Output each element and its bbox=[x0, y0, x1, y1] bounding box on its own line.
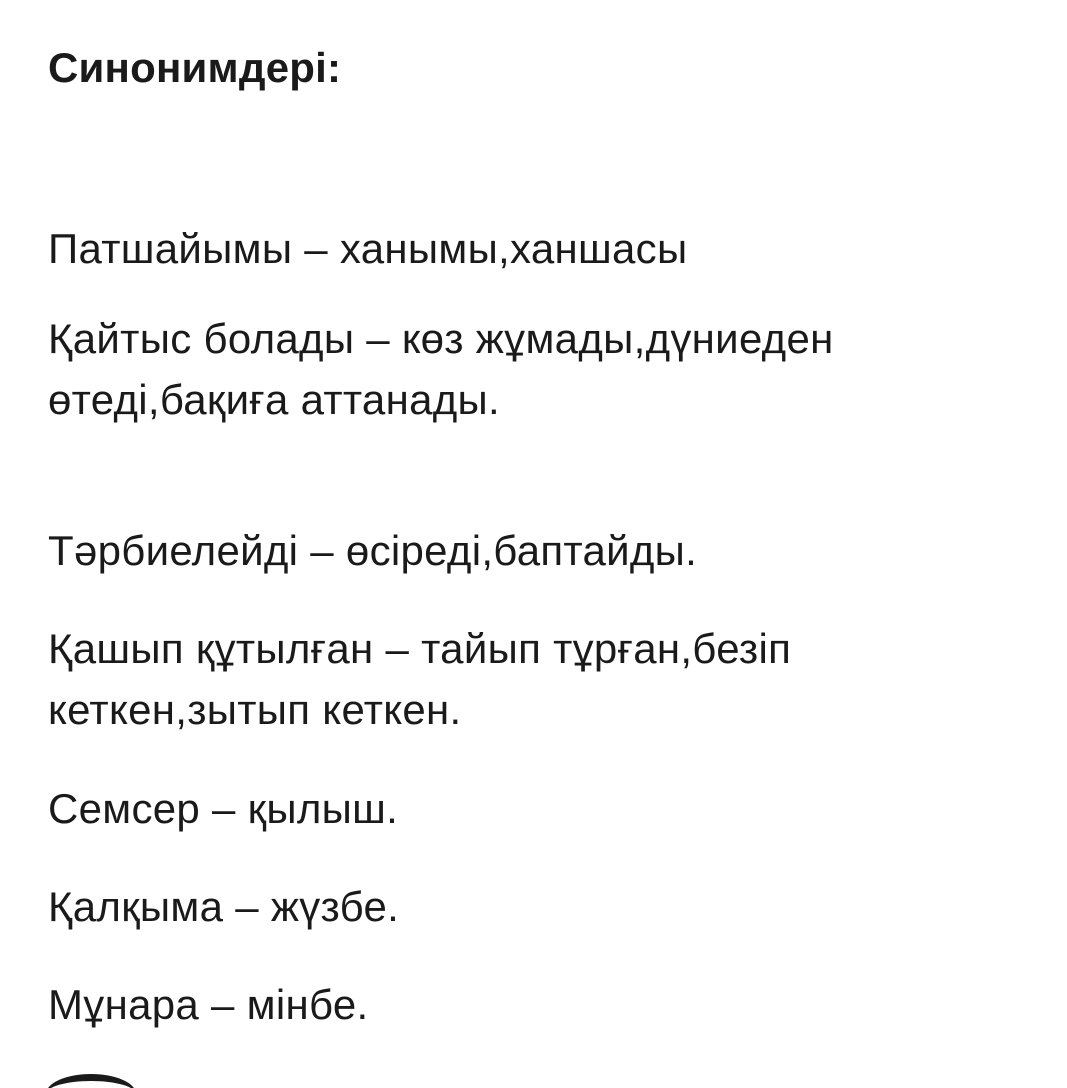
synonym-entry: Патшайымы – ханымы,ханшасы bbox=[48, 225, 688, 272]
synonym-entry: Қайтыс болады – көз жұмады,дүниеден өтеді,бақиға аттанады. bbox=[48, 315, 834, 423]
synonym-entry: Семсер – қылыш. bbox=[48, 785, 399, 832]
cut-off-glyph bbox=[46, 1074, 136, 1088]
synonym-entry: Қашып құтылған – тайып тұрған,безіп кеткен,зытып кеткен. bbox=[48, 625, 792, 733]
synonym-entry: Тәрбиелейді – өсіреді,баптайды. bbox=[48, 527, 698, 574]
heading-synonyms: Синонимдері: bbox=[48, 44, 342, 91]
synonym-entry: Қалқыма – жүзбе. bbox=[48, 883, 400, 930]
synonym-entry: Мұнара – мінбе. bbox=[48, 981, 369, 1028]
